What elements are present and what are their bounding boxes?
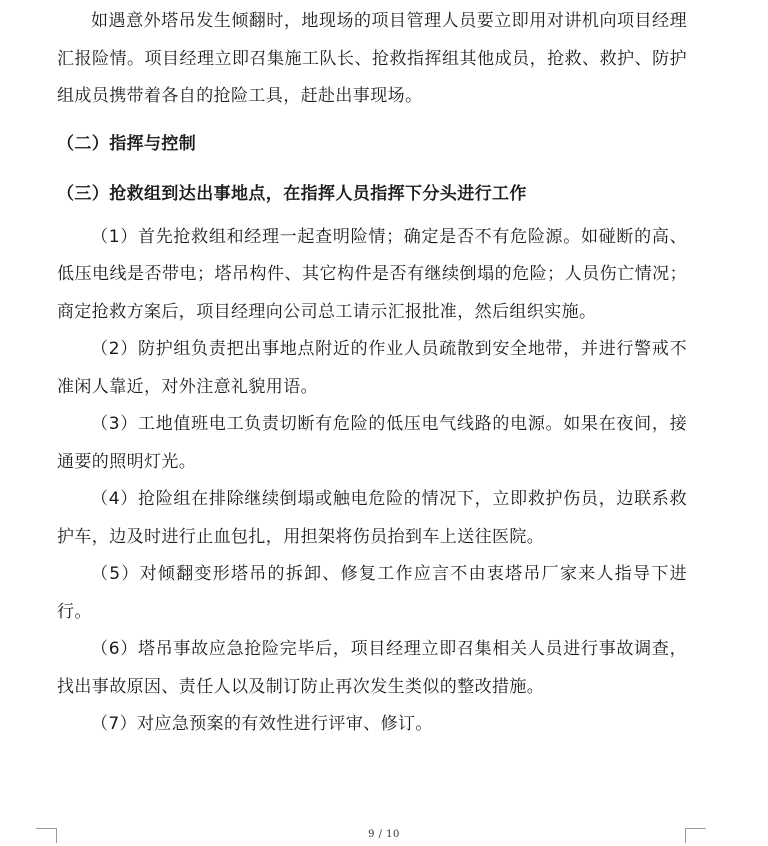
document-body: [57, 0, 687, 744]
step-paragraph-6: （6）塔吊事故应急抢险完毕后，项目经理立即召集相关人员进行事故调查，找出事故原因、责任人以及制订防止再次发生类似的整改措施。: [57, 639, 687, 697]
step-paragraph-7: （7）对应急预案的有效性进行评审、修订。: [91, 714, 433, 734]
section-heading-rescue-work: （三）抢救组到达出事地点，在指挥人员指挥下分头进行工作: [57, 183, 527, 204]
step-paragraph-1: （1）首先抢救组和经理一起查明险情；确定是否不有危险源。如碰断的高、低压电线是否带电；塔吊构件、其它构件是否有继续倒塌的危险；人员伤亡情况；商定抢救方案后，项目经理向公司总工请示汇报批准，然后组织实施。: [57, 226, 687, 322]
step-paragraph-4: （4）抢险组在排除继续倒塌或触电危险的情况下，立即救护伤员，边联系救护车，边及时进行止血包扎，用担架将伤员抬到车上送往医院。: [57, 489, 687, 547]
paragraph-intro: 如遇意外塔吊发生倾翻时，地现场的项目管理人员要立即用对讲机向项目经理汇报险情。项目经理立即召集施工队长、抢救指挥组其他成员，抢救、救护、防护组成员携带着各自的抢险工具，赶赴出事现场。: [57, 11, 687, 106]
page-number: 9 / 10: [368, 829, 400, 840]
section-heading-command-control: （二）指挥与控制: [57, 133, 197, 154]
step-paragraph-2: （2）防护组负责把出事地点附近的作业人员疏散到安全地带，并进行警戒不准闲人靠近，对外注意礼貌用语。: [57, 339, 687, 397]
step-paragraph-3: （3）工地值班电工负责切断有危险的低压电气线路的电源。如果在夜间，接通要的照明灯光。: [57, 414, 687, 472]
step-paragraph-5: （5）对倾翻变形塔吊的拆卸、修复工作应言不由衷塔吊厂家来人指导下进行。: [57, 564, 687, 622]
